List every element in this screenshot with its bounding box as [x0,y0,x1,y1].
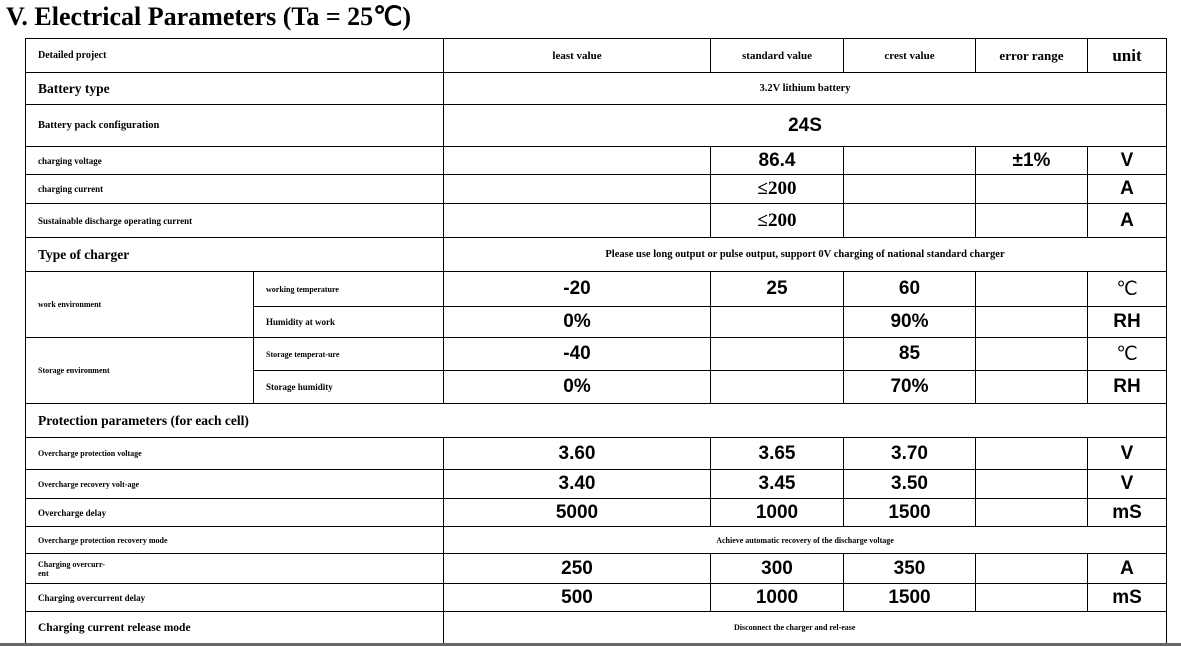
unit-cell: V [1088,438,1167,470]
table-row [26,272,1167,307]
unit-cell: mS [1088,584,1167,612]
standard-cell: 3.45 [711,470,844,499]
row-label: Overcharge protection recovery mode [26,527,444,554]
group-label: Storage environment [26,338,254,404]
standard-cell [711,371,844,404]
row-label: Sustainable discharge operating current [26,204,444,238]
least-cell [444,147,711,175]
row-value: 24S [444,105,1167,147]
crest-cell: 90% [844,307,976,338]
unit-cell: RH [1088,371,1167,404]
page-bottom-border [0,643,1181,646]
group-label: work environment [26,272,254,338]
row-label: Humidity at work [254,307,444,338]
row-label: charging voltage [26,147,444,175]
standard-cell: 1000 [711,584,844,612]
row-value: Achieve automatic recovery of the discharge voltage [444,527,1167,554]
header-standard: standard value [711,39,844,73]
crest-cell: 350 [844,554,976,584]
standard-cell: ≤200 [711,204,844,238]
unit-cell: A [1088,175,1167,204]
error-cell [976,554,1088,584]
crest-cell: 1500 [844,499,976,527]
standard-cell: 25 [711,272,844,307]
row-label: Storage humidity [254,371,444,404]
table-row [26,554,1167,584]
error-cell [976,307,1088,338]
header-error: error range [976,39,1088,73]
header-row [26,39,1167,73]
table-row [26,527,1167,554]
crest-cell [844,175,976,204]
error-cell: ±1% [976,147,1088,175]
unit-cell: A [1088,204,1167,238]
crest-cell: 60 [844,272,976,307]
error-cell [976,371,1088,404]
error-cell [976,470,1088,499]
least-cell: -20 [444,272,711,307]
table-row [26,338,1167,371]
table-row [26,612,1167,644]
error-cell [976,584,1088,612]
crest-cell [844,204,976,238]
least-cell [444,175,711,204]
header-item: Detailed project [26,39,444,73]
standard-cell: 1000 [711,499,844,527]
unit-cell: V [1088,470,1167,499]
table-row [26,499,1167,527]
row-value: Please use long output or pulse output, support 0V charging of national standard charger [444,238,1167,272]
table-row [26,438,1167,470]
row-label: Storage temperat-ure [254,338,444,371]
least-cell: 5000 [444,499,711,527]
row-label: Overcharge recovery volt-age [26,470,444,499]
standard-cell: 86.4 [711,147,844,175]
table-row [26,147,1167,175]
section-row [26,404,1167,438]
table-row [26,584,1167,612]
electrical-parameters-table [25,38,1167,644]
error-cell [976,338,1088,371]
header-crest: crest value [844,39,976,73]
least-cell: 0% [444,371,711,404]
row-value: Disconnect the charger and rel-ease [444,612,1167,644]
row-label: Type of charger [26,238,444,272]
standard-cell: ≤200 [711,175,844,204]
table-row [26,204,1167,238]
error-cell [976,272,1088,307]
crest-cell: 85 [844,338,976,371]
table-row [26,238,1167,272]
crest-cell: 3.70 [844,438,976,470]
least-cell: 500 [444,584,711,612]
least-cell [444,204,711,238]
header-least: least value [444,39,711,73]
error-cell [976,438,1088,470]
row-label: Charging current release mode [26,612,444,644]
row-label: charging current [26,175,444,204]
standard-cell: 3.65 [711,438,844,470]
unit-cell: V [1088,147,1167,175]
unit-cell: ℃ [1088,272,1167,307]
table-row [26,175,1167,204]
header-unit: unit [1088,39,1167,73]
row-label: Charging overcurr-ent [26,554,444,584]
standard-cell: 300 [711,554,844,584]
unit-cell: RH [1088,307,1167,338]
row-label: working temperature [254,272,444,307]
section-heading: Protection parameters (for each cell) [26,404,1167,438]
crest-cell: 3.50 [844,470,976,499]
table-row [26,470,1167,499]
error-cell [976,204,1088,238]
crest-cell: 1500 [844,584,976,612]
row-label: Overcharge delay [26,499,444,527]
row-label: Overcharge protection voltage [26,438,444,470]
row-label: Battery type [26,73,444,105]
least-cell: 3.60 [444,438,711,470]
error-cell [976,499,1088,527]
unit-cell: ℃ [1088,338,1167,371]
table-row [26,73,1167,105]
least-cell: 250 [444,554,711,584]
table-row [26,105,1167,147]
row-value: 3.2V lithium battery [444,73,1167,105]
least-cell: -40 [444,338,711,371]
row-label: Charging overcurrent delay [26,584,444,612]
unit-cell: A [1088,554,1167,584]
crest-cell [844,147,976,175]
error-cell [976,175,1088,204]
unit-cell: mS [1088,499,1167,527]
standard-cell [711,338,844,371]
least-cell: 0% [444,307,711,338]
least-cell: 3.40 [444,470,711,499]
row-label: Battery pack configuration [26,105,444,147]
crest-cell: 70% [844,371,976,404]
standard-cell [711,307,844,338]
section-title: V. Electrical Parameters (Ta = 25℃) [6,2,412,31]
